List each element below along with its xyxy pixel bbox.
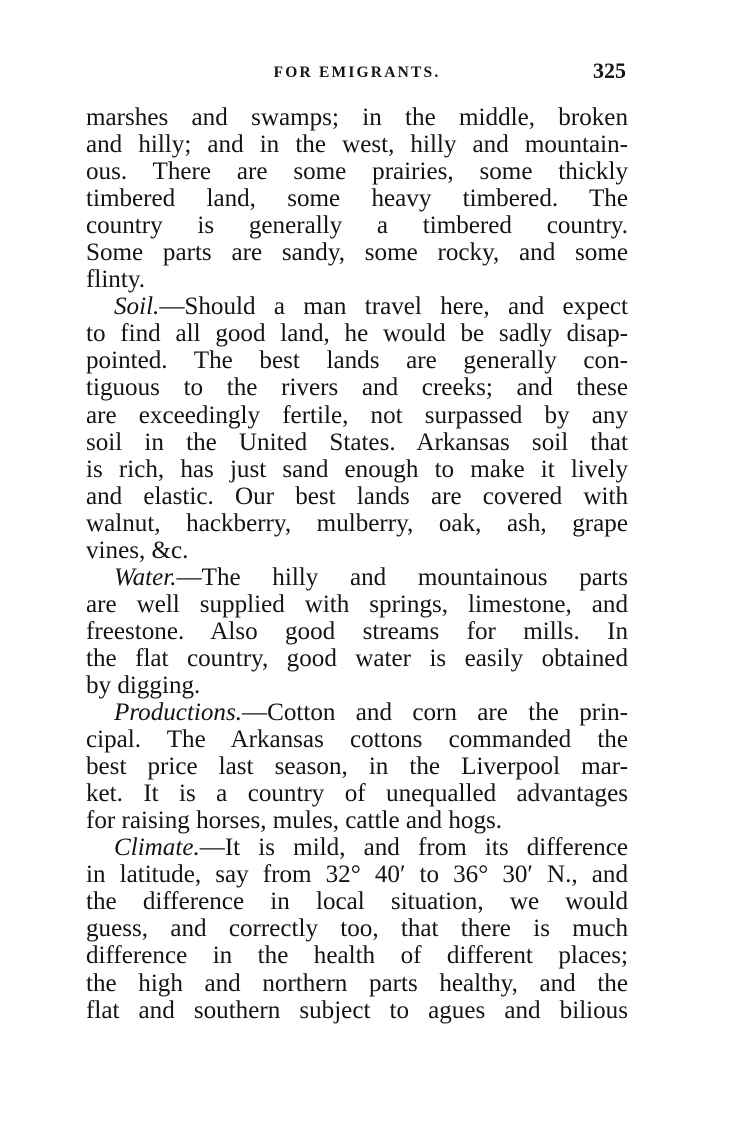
text-line: country is generally a timbered country.: [86, 212, 628, 240]
paragraph-soil: [86, 293, 628, 563]
section-heading-soil: Soil.: [114, 293, 160, 321]
text-line: marshes and swamps; in the middle, broken: [86, 104, 628, 131]
text-line: are well supplied with springs, limestone, and: [86, 590, 628, 618]
section-heading-productions: Productions.: [114, 699, 243, 727]
text-line: in latitude, say from 32° 40′ to 36° 30′ N., and: [86, 861, 628, 889]
section-heading-climate: Climate.: [114, 834, 200, 862]
text-line: for raising horses, mules, cattle and hogs.: [86, 807, 503, 835]
text-line-first: [86, 699, 628, 726]
text-line: the flat country, good water is easily obtained: [86, 644, 628, 672]
text-line: and elastic. Our best lands are covered with: [86, 482, 628, 510]
text-line: and hilly; and in the west, hilly and mountain-: [86, 131, 628, 159]
page-number: 325: [593, 58, 626, 83]
text-line: to find all good land, he would be sadly disap-: [86, 320, 628, 348]
text-line: the difference in local situation, we would: [86, 888, 628, 916]
running-title: FOR EMIGRANTS.: [273, 64, 441, 81]
text-line: are exceedingly fertile, not surpassed by any: [86, 401, 628, 429]
text-run: —The hilly and mountainous parts: [176, 563, 628, 591]
text-line: flat and southern subject to agues and bilious: [86, 996, 628, 1024]
text-line: flinty.: [86, 266, 146, 294]
paragraph-water: [86, 564, 628, 699]
text-line: is rich, has just sand enough to make it lively: [86, 455, 628, 483]
book-page: [86, 58, 628, 1024]
running-head: [86, 58, 628, 92]
text-line-first: [86, 834, 628, 861]
text-line: guess, and correctly too, that there is much: [86, 915, 628, 943]
text-line: cipal. The Arkansas cottons commanded the: [86, 726, 628, 754]
text-line: best price last season, in the Liverpool mar-: [86, 753, 628, 781]
section-heading-water: Water.: [114, 563, 177, 591]
text-line: timbered land, some heavy timbered. The: [86, 185, 628, 213]
text-line: by digging.: [86, 671, 201, 699]
text-line: soil in the United States. Arkansas soil that: [86, 428, 628, 456]
text-line: Some parts are sandy, some rocky, and some: [86, 239, 628, 267]
text-run: —Cotton and corn are the prin-: [242, 699, 628, 727]
paragraph-climate: [86, 834, 628, 1023]
text-line: the high and northern parts healthy, and the: [86, 969, 628, 997]
text-run: —Should a man travel here, and expect: [159, 293, 628, 321]
text-line-first: [86, 564, 628, 591]
text-line: vines, &c.: [86, 536, 189, 564]
text-line: freestone. Also good streams for mills. In: [86, 617, 628, 645]
text-line: pointed. The best lands are generally con-: [86, 347, 628, 375]
paragraph-productions: [86, 699, 628, 834]
text-line: difference in the health of different places;: [86, 942, 628, 970]
body-text: [86, 104, 628, 1024]
text-run: —It is mild, and from its difference: [199, 834, 628, 862]
text-line: walnut, hackberry, mulberry, oak, ash, grape: [86, 509, 628, 537]
text-line-first: [86, 293, 628, 320]
text-line: ket. It is a country of unequalled advantages: [86, 780, 628, 808]
text-line: ous. There are some prairies, some thickly: [86, 158, 628, 186]
text-line: tiguous to the rivers and creeks; and these: [86, 374, 628, 402]
paragraph-continuation: [86, 104, 628, 293]
